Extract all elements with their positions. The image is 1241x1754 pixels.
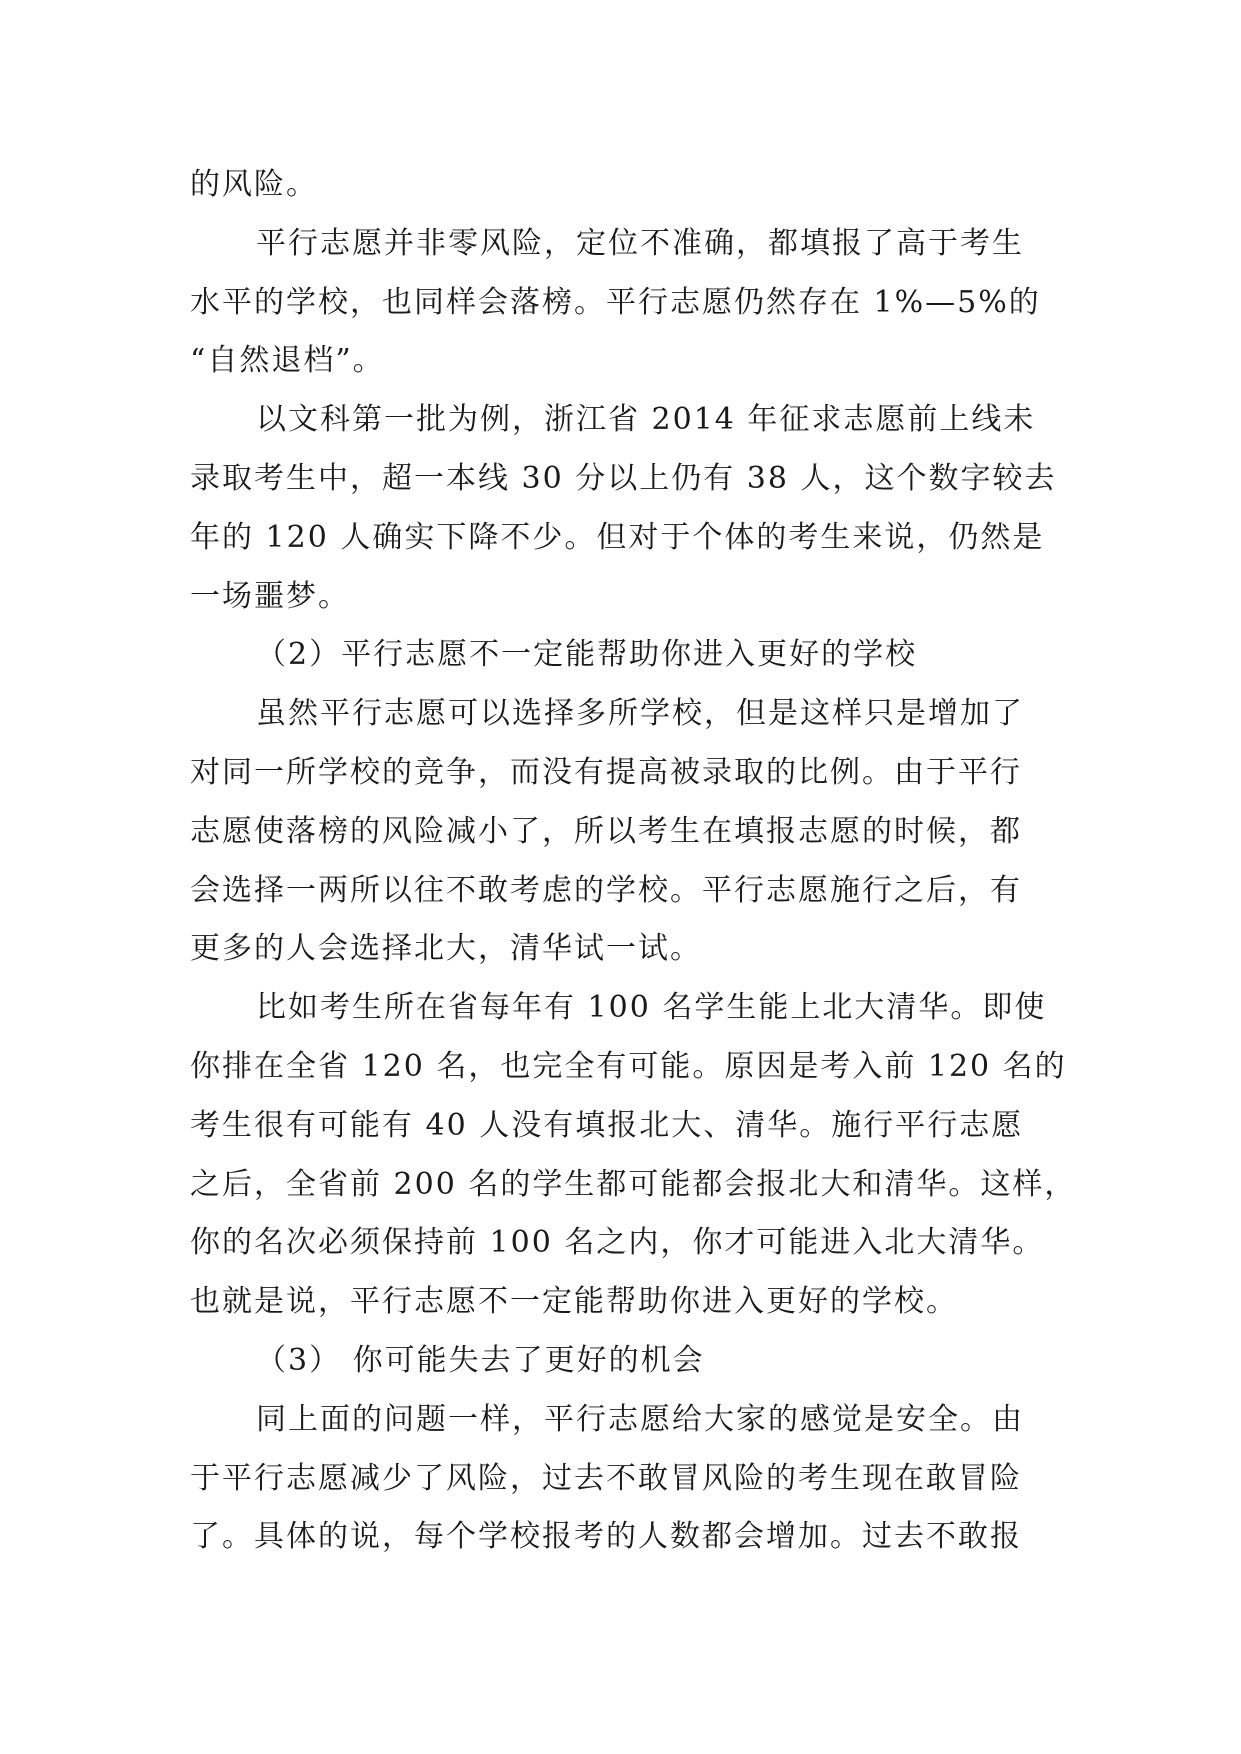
- text-line: 以文科第一批为例，浙江省 2014 年征求志愿前上线未: [256, 402, 1036, 438]
- text-line: 志愿使落榜的风险减小了，所以考生在填报志愿的时候，都: [190, 813, 1022, 849]
- section-heading: （3） 你可能失去了更好的机会: [256, 1342, 705, 1378]
- text-line: 同上面的问题一样，平行志愿给大家的感觉是安全。由: [256, 1401, 1024, 1437]
- text-line: 比如考生所在省每年有 100 名学生能上北大清华。即使: [256, 990, 1047, 1026]
- text-line: 对同一所学校的竞争，而没有提高被录取的比例。由于平行: [190, 754, 1022, 790]
- text-line: 录取考生中，超一本线 30 分以上仍有 38 人，这个数字较去: [190, 460, 1057, 496]
- text-line: 你的名次必须保持前 100 名之内，你才可能进入北大清华。: [190, 1225, 1045, 1261]
- text-line: 水平的学校，也同样会落榜。平行志愿仍然存在 1%—5%的: [190, 284, 1041, 320]
- text-line: 之后，全省前 200 名的学生都可能都会报北大和清华。这样，: [190, 1166, 1077, 1202]
- text-line: 你排在全省 120 名，也完全有可能。原因是考入前 120 名的: [190, 1048, 1067, 1084]
- text-line: 于平行志愿减少了风险，过去不敢冒风险的考生现在敢冒险: [190, 1460, 1022, 1496]
- text-line: 考生很有可能有 40 人没有填报北大、清华。施行平行志愿: [190, 1107, 1024, 1143]
- text-line: “自然退档”。: [190, 343, 385, 379]
- text-line: 更多的人会选择北大，清华试一试。: [190, 931, 702, 967]
- text-line: 年的 120 人确实下降不少。但对于个体的考生来说，仍然是: [190, 519, 1045, 555]
- text-line: 虽然平行志愿可以选择多所学校，但是这样只是增加了: [256, 696, 1024, 732]
- document-body: [190, 156, 1077, 1567]
- text-line: 平行志愿并非零风险，定位不准确，都填报了高于考生: [256, 225, 1024, 261]
- text-line: 也就是说，平行志愿不一定能帮助你进入更好的学校。: [190, 1284, 958, 1320]
- text-line: 了。具体的说，每个学校报考的人数都会增加。过去不敢报: [190, 1519, 1022, 1555]
- text-line: 一场噩梦。: [190, 578, 350, 614]
- text-line: 的风险。: [190, 167, 318, 202]
- text-line: 会选择一两所以往不敢考虑的学校。平行志愿施行之后，有: [190, 872, 1022, 908]
- section-heading: （2）平行志愿不一定能帮助你进入更好的学校: [256, 637, 918, 673]
